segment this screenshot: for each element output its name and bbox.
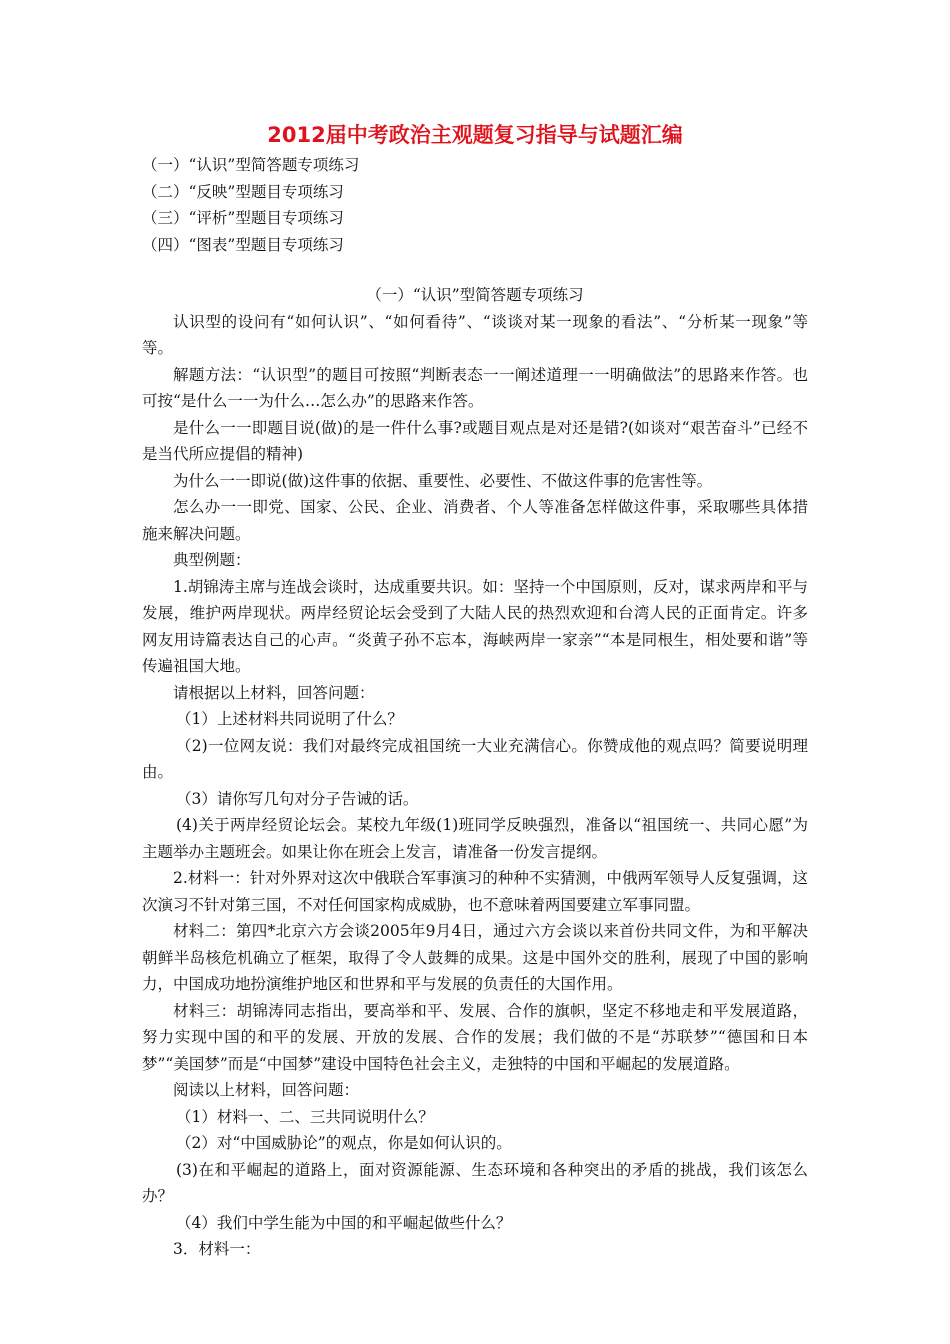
material-paragraph: 1.胡锦涛主席与连战会谈时，达成重要共识。如：坚持一个中国原则，反对，谋求两岸和平与发展，维护两岸现状。两岸经贸论坛会受到了大陆人民的热烈欢迎和台湾人民的正面肯定。许多网友用诗篇表达自己的心声。“炎黄子孙不忘本，海峡两岸一家亲”“本是同根生，相处要和谐”等传遍祖国大地。 [142,577,808,675]
question-item: (4)关于两岸经贸论坛会。某校九年级(1)班同学反映强烈，准备以“祖国统一、共同心愿”为主题举办主题班会。如果让你在班会上发言，请准备一份发言提纲。 [142,816,808,861]
section-title: （一）“认识”型简答题专项练习 [366,286,584,304]
document-body [142,120,808,1263]
toc-item: （四）“图表”型题目专项练习 [142,235,344,254]
paragraph: 解题方法：“认识型”的题目可按照“判断表态一一阐述道理一一明确做法”的思路来作答。也可按“是什么一一为什么…怎么办”的思路来作答。 [142,365,808,410]
toc-item: （二）“反映”型题目专项练习 [142,182,344,201]
paragraph: 怎么办一一即党、国家、公民、企业、消费者、个人等准备怎样做这件事，采取哪些具体措施来解决问题。 [142,498,808,543]
question-item: （3）请你写几句对分子告诫的话。 [176,789,419,808]
question-item: （2）对“中国威胁论”的观点，你是如何认识的。 [176,1134,512,1152]
example-1 [142,574,808,866]
material-paragraph: 材料二：第四*北京六方会谈2005年9月4日，通过六方会谈以来首份共同文件，为和平解决朝鲜半岛核危机确立了框架，取得了令人鼓舞的成果。这是中国外交的胜利，展现了中国的影响力，中国成功地扮演维护地区和世界和平与发展的负责任的大国作用。 [142,922,808,993]
material-paragraph: 3．材料一： [173,1240,261,1258]
toc-item: （一）“认识”型简答题专项练习 [142,156,360,174]
paragraph: 是什么一一即题目说(做)的是一件什么事?或题目观点是对还是错?(如谈对“艰苦奋斗”已经不是当代所应提倡的精神) [142,418,808,463]
material-paragraph: 2.材料一：针对外界对这次中俄联合军事演习的种种不实猜测，中俄两军领导人反复强调，这次演习不针对第三国，不对任何国家构成威胁，也不意味着两国要建立军事同盟。 [142,869,808,914]
intro-section [142,309,808,574]
page-title: 2012届中考政治主观题复习指导与试题汇编 [267,123,683,147]
example-2 [142,865,808,1236]
paragraph: 认识型的设问有“如何认识”、“如何看待”、“谈谈对某一现象的看法”、“分析某一现象”等等。 [142,312,808,357]
question-item: （4）我们中学生能为中国的和平崛起做些什么？ [176,1213,512,1232]
paragraph: 典型例题： [173,551,251,569]
table-of-contents [142,152,808,258]
material-paragraph: 材料三：胡锦涛同志指出，要高举和平、发展、合作的旗帜，坚定不移地走和平发展道路，努力实现中国的和平的发展、开放的发展、合作的发展；我们做的不是“苏联梦”“德国和日本梦”“美国梦”而是“中国梦”建设中国特色社会主义，走独特的中国和平崛起的发展道路。 [142,1001,808,1073]
question-item: （2)一位网友说：我们对最终完成祖国统一大业充满信心。你赞成他的观点吗？简要说明理由。 [142,736,808,781]
question-item: （1）材料一、二、三共同说明什么？ [176,1107,434,1126]
question-prompt: 阅读以上材料，回答问题： [173,1081,360,1099]
example-3 [142,1236,808,1263]
paragraph: 为什么一一即说(做)这件事的依据、重要性、必要性、不做这件事的危害性等。 [173,471,713,490]
question-prompt: 请根据以上材料，回答问题： [173,683,375,702]
question-item: (3)在和平崛起的道路上，面对资源能源、生态环境和各种突出的矛盾的挑战，我们该怎么办？ [142,1160,808,1205]
toc-item: （三）“评析”型题目专项练习 [142,209,344,227]
question-item: （1）上述材料共同说明了什么？ [176,710,403,728]
